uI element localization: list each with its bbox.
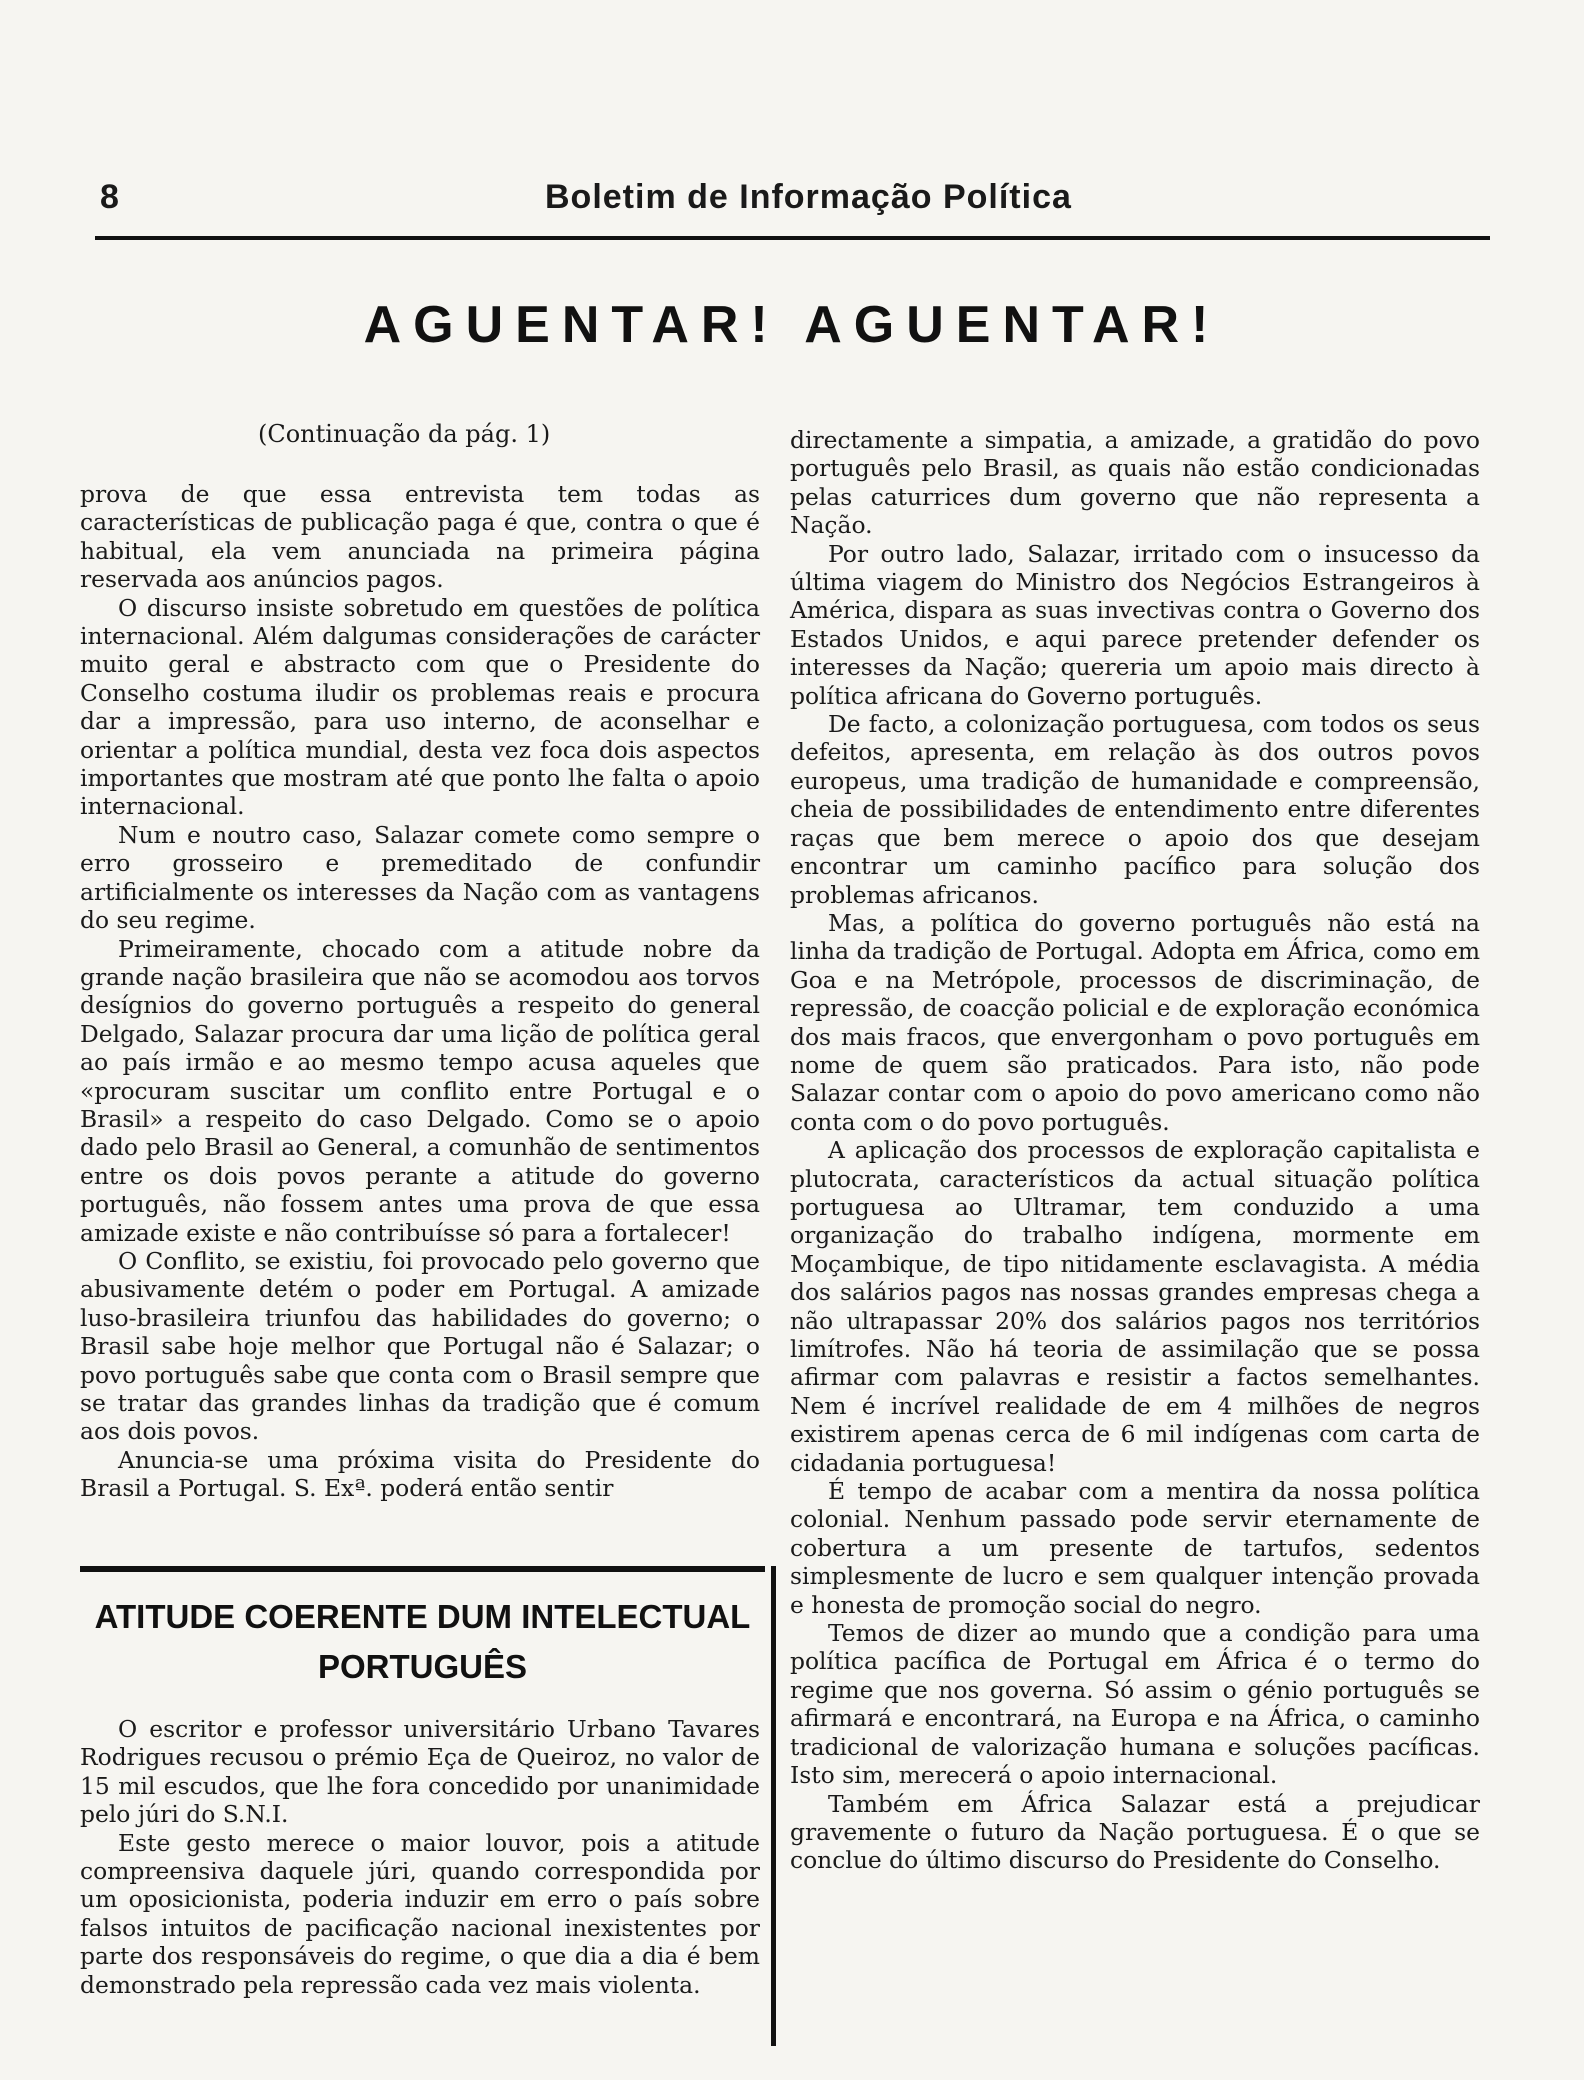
paragraph: Num e noutro caso, Salazar comete como sempre o erro grosseiro e premeditado de confundir artificialmente os interesses da Nação com as vantagens do seu regime. xyxy=(80,820,760,935)
page-header xyxy=(100,178,1480,222)
paragraph: O escritor e professor universitário Urbano Tavares Rodrigues recusou o prémio Eça de Queiroz, no valor de 15 mil escudos, que lhe fora concedido por unanimidade pelo júri do S.N.I. xyxy=(80,1715,760,1829)
left-column-article xyxy=(80,480,760,1503)
paragraph: Temos de dizer ao mundo que a condição para uma política pacífica de Portugal em África é o termo do regime que nos governa. Só assim o génio português se afirmará e encontrará, na Europa e na África, o caminho tradicional de valorização humana e soluções pacíficas. Isto sim, merecerá o apoio internacional. xyxy=(790,1619,1480,1790)
continuation-note: (Continuação da pág. 1) xyxy=(258,420,551,448)
paragraph: Anuncia-se uma próxima visita do Presidente do Brasil a Portugal. S. Exª. poderá então sentir xyxy=(80,1445,760,1503)
left-column-second-article xyxy=(80,1715,760,1999)
section-heading-line: ATITUDE COERENTE DUM INTELECTUAL xyxy=(94,1598,751,1635)
column-divider xyxy=(771,1566,776,2046)
section-divider xyxy=(80,1566,765,1572)
paragraph: Mas, a política do governo português não está na linha da tradição de Portugal. Adopta em África, como em Goa e na Metrópole, processos de discriminação, de repressão, de coacção policial e de exploração económica dos mais fracos, que envergonham o povo português em nome de quem são praticados. Para isto, não pode Salazar contar com o apoio do povo americano como não conta com o do povo português. xyxy=(790,908,1480,1136)
paragraph: O Conflito, se existiu, foi provocado pelo governo que abusivamente detém o poder em Portugal. A amizade luso-brasileira triunfou das habilidades do governo; o Brasil sabe hoje melhor que Portugal não é Salazar; o povo português sabe que conta com o Brasil sempre que se tratar das grandes linhas da tradição que é comum aos dois povos. xyxy=(80,1246,760,1446)
paragraph: Este gesto merece o maior louvor, pois a atitude compreensiva daquele júri, quando correspondida por um oposicionista, poderia induzir em erro o país sobre falsos intuitos de pacificação nacional inexistentes por parte dos responsáveis do regime, o que dia a dia é bem demonstrado pela repressão cada vez mais violenta. xyxy=(80,1828,760,1999)
header-rule xyxy=(95,236,1490,240)
paragraph: Também em África Salazar está a prejudicar gravemente o futuro da Nação portuguesa. É o que se conclue do último discurso do Presidente do Conselho. xyxy=(790,1789,1480,1875)
paragraph: É tempo de acabar com a mentira da nossa política colonial. Nenhum passado pode servir eternamente de cobertura a um presente de tartufos, sedentos simplesmente de lucro e sem qualquer intenção provada e honesta de promoção social do negro. xyxy=(790,1477,1480,1619)
paragraph: Por outro lado, Salazar, irritado com o insucesso da última viagem do Ministro dos Negócios Estrangeiros à América, dispara as suas invectivas contra o Governo dos Estados Unidos, e aqui parece pretender defender os interesses da Nação; quereria um apoio mais directo à política africana do Governo português. xyxy=(790,539,1480,710)
section-heading-line: PORTUGUÊS xyxy=(317,1648,528,1685)
article-title: AGUENTAR! AGUENTAR! xyxy=(363,296,1221,354)
paragraph: A aplicação dos processos de exploração capitalista e plutocrata, característicos da actual situação política portuguesa ao Ultramar, tem conduzido a uma organização do trabalho indígena, mormente em Moçambique, de tipo nitidamente esclavagista. A média dos salários pagos nas nossas grandes empresas chega a não ultrapassar 20% dos salários pagos nos territórios limítrofes. Não há teoria de assimilação que se possa afirmar com palavras e resistir a factos semelhantes. Nem é incrível realidade de em 4 milhões de negros existirem apenas cerca de 6 mil indígenas com carta de cidadania portuguesa! xyxy=(790,1136,1480,1477)
paragraph: Primeiramente, chocado com a atitude nobre da grande nação brasileira que não se acomodou aos torvos desígnios do governo português a respeito do general Delgado, Salazar procura dar uma lição de política geral ao país irmão e ao mesmo tempo acusa aqueles que «procuram suscitar um conflito entre Portugal e o Brasil» a respeito do caso Delgado. Como se o apoio dado pelo Brasil ao General, a comunhão de sentimentos entre os dois povos perante a atitude do governo português, não fossem antes uma prova de que essa amizade existe e não contribuísse só para a fortalecer! xyxy=(80,934,760,1247)
paragraph: O discurso insiste sobretudo em questões de política internacional. Além dalgumas considerações de carácter muito geral e abstracto com que o Presidente do Conselho costuma iludir os problemas reais e procura dar a impressão, para uso interno, de aconselhar e orientar a política mundial, desta vez foca dois aspectos importantes que mostram até que ponto lhe falta o apoio internacional. xyxy=(80,593,760,821)
paragraph: directamente a simpatia, a amizade, a gratidão do povo português pelo Brasil, as quais não estão condicionadas pelas caturrices dum governo que não representa a Nação. xyxy=(790,426,1480,540)
paragraph: prova de que essa entrevista tem todas as características de publicação paga é que, contra o que é habitual, ela vem anunciada na primeira página reservada aos anúncios pagos. xyxy=(80,480,760,594)
page-number: 8 xyxy=(100,178,119,216)
publication-title: Boletim de Informação Política xyxy=(545,178,1072,216)
paragraph: De facto, a colonização portuguesa, com todos os seus defeitos, apresenta, em relação às dos outros povos europeus, uma tradição de humanidade e compreensão, cheia de possibilidades de entendimento entre diferentes raças que bem merece o apoio dos que desejam encontrar um caminho pacífico para solução dos problemas africanos. xyxy=(790,710,1480,909)
section-heading xyxy=(80,1592,765,1692)
right-column-article xyxy=(790,426,1480,1875)
